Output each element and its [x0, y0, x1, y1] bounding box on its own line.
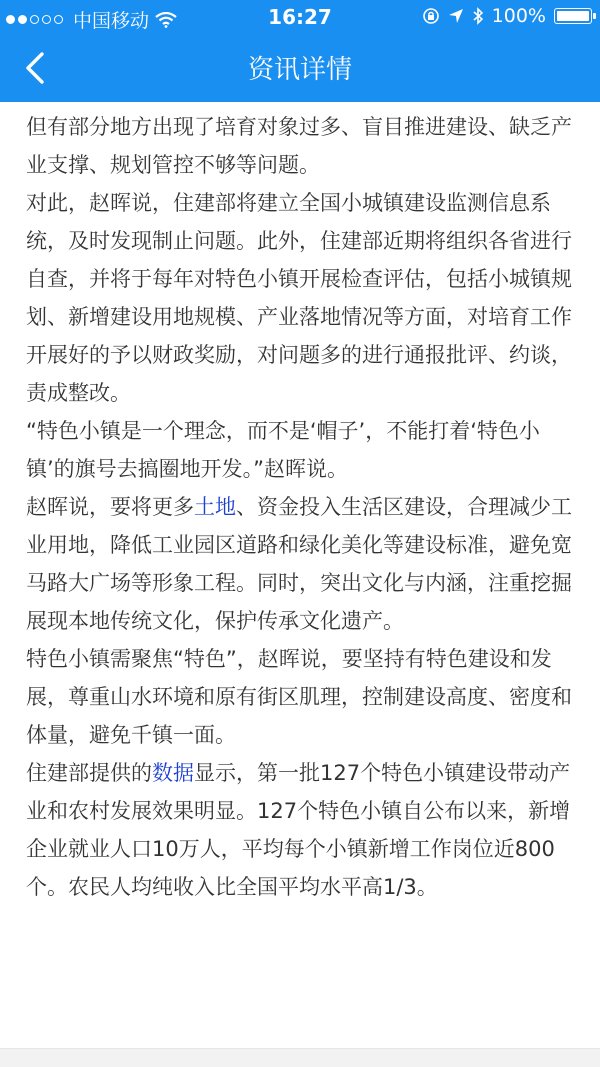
battery-fill [557, 11, 589, 21]
carrier-label: 中国移动 [73, 10, 150, 32]
location-icon [448, 8, 464, 24]
keyword-link-data[interactable]: 数据 [152, 761, 194, 785]
keyword-link-land[interactable]: 土地 [194, 495, 236, 519]
page-title: 资讯详情 [247, 55, 352, 85]
article-paragraph: 特色小镇需聚焦“特色”，赵晖说，要坚持有特色建设和发展，尊重山水环境和原有街区肌理，控制建设高度、密度和体量，避免千镇一面。 [26, 647, 572, 747]
paragraph-text: 显示，第一批127个特色小镇建设带动产业和农村发展效果明显。127个特色小镇自公布以来，新增企业就业人口10万人，平均每个小镇新增工作岗位近800个。农民人均纯收入比全国平均水平高1/3。 [26, 761, 571, 899]
battery-icon [554, 8, 592, 24]
nav-bar [0, 34, 600, 102]
status-bar [0, 0, 600, 34]
status-right [422, 5, 592, 27]
article-paragraph [26, 754, 574, 906]
status-time: 16:27 [268, 5, 332, 29]
article-paragraph: “特色小镇是一个理念，而不是‘帽子’，不能打着‘特色小镇’的旗号去搞圈地开发。”赵晖说。 [26, 419, 540, 481]
article-paragraph: 对此，赵晖说，住建部将建立全国小城镇建设监测信息系统，及时发现制止问题。此外，住建部近期将组织各省进行自查，并将于每年对特色小镇开展检查评估，包括小城镇规划、新增建设用地规模、产业落地情况等方面，对培育工作开展好的予以财政奖励，对问题多的进行通报批评、约谈，责成整改。 [26, 191, 572, 405]
paragraph-text: 、资金投入生活区建设，合理减少工业用地，降低工业园区道路和绿化美化等建设标准，避免宽马路大广场等形象工程。同时，突出文化与内涵，注重挖掘展现本地传统文化，保护传承文化遗产。 [26, 495, 572, 633]
bottom-toolbar [0, 1048, 600, 1067]
bluetooth-icon [472, 7, 484, 25]
article-body [26, 108, 574, 906]
paragraph-text: 赵晖说，要将更多 [26, 495, 194, 519]
paragraph-text: 住建部提供的 [26, 761, 152, 785]
article-paragraph [26, 488, 574, 640]
battery-percent: 100% [491, 5, 546, 27]
rotation-lock-icon [422, 7, 440, 25]
app-header [0, 0, 600, 102]
article-paragraph: 但有部分地方出现了培育对象过多、盲目推进建设、缺乏产业支撑、规划管控不够等问题。 [26, 115, 572, 177]
